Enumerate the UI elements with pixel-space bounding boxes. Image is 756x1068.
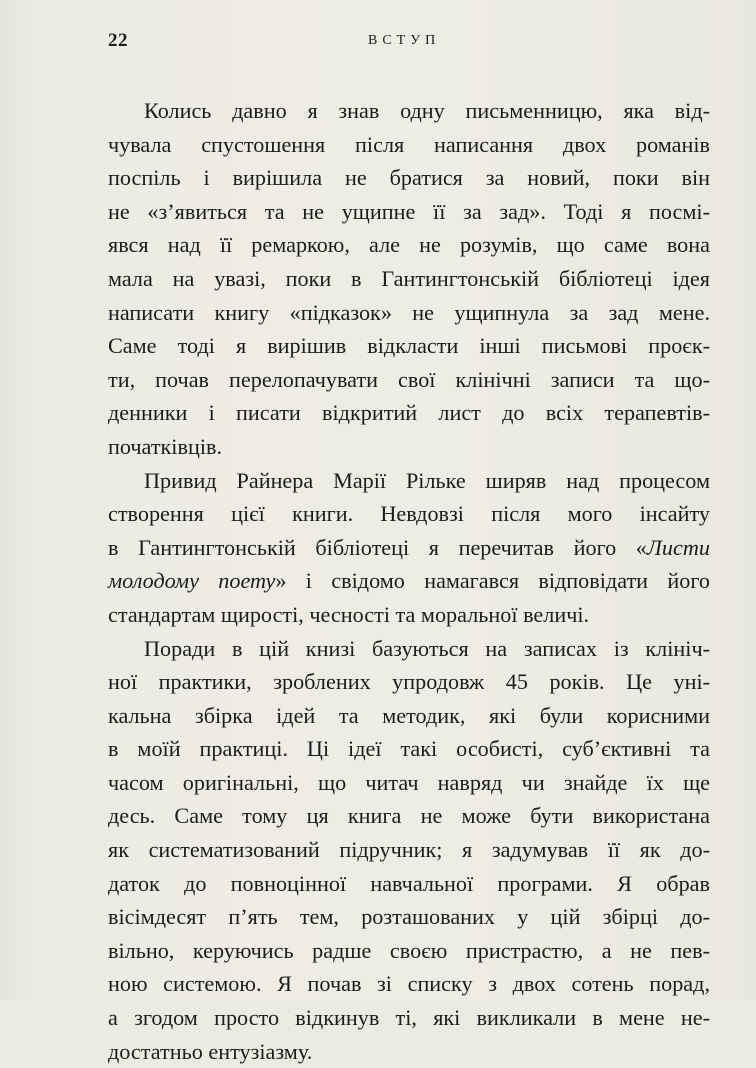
text-line: Поради в цій книзі базуються на записах із клініч- [108,632,710,666]
text-line: вісімдесят п’ять тем, розташованих у цій збірці до- [108,900,710,934]
text-line: чувала спустошення після написання двох романів [108,128,710,162]
text-line: написати книгу «підказок» не ущипнула за зад мене. [108,296,710,330]
text-line: поспіль і вирішила не братися за новий, поки він [108,161,710,195]
text-line: явся над її ремаркою, але не розумів, що саме вона [108,228,710,262]
paragraph-3 [108,632,710,1068]
page-number: 22 [108,30,128,52]
text-line: Саме тоді я вирішив відкласти інші письмові проєк- [108,329,710,363]
book-title-italic: Листи [647,535,710,560]
text-line: стандартам щирості, чесності та моральної величі. [108,598,710,632]
body-text [108,94,710,1068]
text-line: створення цієї книги. Невдовзі після мого інсайту [108,497,710,531]
paragraph-1 [108,94,710,464]
text-line: часом оригінальні, що читач навряд чи знайде їх ще [108,766,710,800]
text-line-with-italic-title: в Гантингтонській бібліотеці я перечитав його «Листи [108,531,710,565]
text-line: десь. Саме тому ця книга не може бути використана [108,799,710,833]
text-line: достатньо ентузіазму. [108,1035,710,1068]
text-line: ною системою. Я почав зі списку з двох сотень порад, [108,967,710,1001]
text-line: денники і писати відкритий лист до всіх терапевтів- [108,396,710,430]
text-line: вільно, керуючись радше своєю пристрастю, а не пев- [108,934,710,968]
text-line-with-italic-title: молодому поету» і свідомо намагався відповідати його [108,564,710,598]
text-line: даток до повноцінної навчальної програми. Я обрав [108,867,710,901]
running-head: ВСТУП [368,33,440,49]
text-line: не «з’явиться та не ущипне її за зад». Тоді я посмі- [108,195,710,229]
text-line: Колись давно я знав одну письменницю, яка від- [108,94,710,128]
text-line: ної практики, зроблених упродовж 45 років. Це уні- [108,665,710,699]
text-line: як систематизований підручник; я задумував її як до- [108,833,710,867]
text-line: кальна збірка ідей та методик, які були корисними [108,699,710,733]
text-line: Привид Райнера Марії Рільке ширяв над процесом [108,464,710,498]
book-title-italic: молодому поету [108,568,275,593]
text-line: початківців. [108,430,710,464]
text-line: ти, почав перелопачувати свої клінічні записи та що- [108,363,710,397]
text-line: мала на увазі, поки в Гантингтонській бібліотеці ідея [108,262,710,296]
paragraph-2 [108,464,710,632]
page-header [108,30,710,60]
text-line: а згодом просто відкинув ті, які викликали в мене не- [108,1001,710,1035]
text-line: в моїй практиці. Ці ідеї такі особисті, суб’єктивні та [108,732,710,766]
